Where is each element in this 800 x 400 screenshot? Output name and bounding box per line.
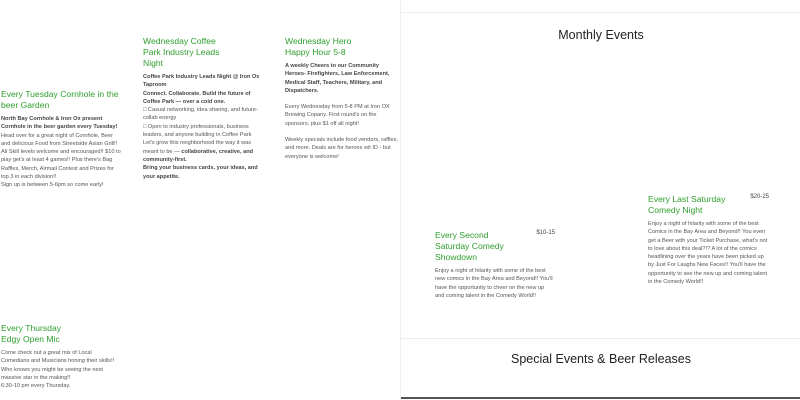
event-description <box>143 73 263 181</box>
event-bold-text: Coffee Park Industry Leads Night @ Iron Ox Taproom <box>143 74 260 89</box>
section-divider <box>401 338 800 339</box>
event-text: Every Wednesday from 5-8 PM at Iron OX Brewing Copany. First round's on the sponsors, plus $1 off all night! <box>285 104 390 127</box>
event-title: Wednesday Hero Happy Hour 5-8 <box>285 36 352 57</box>
event-title: Every Last Saturday Comedy Night <box>648 194 726 215</box>
event-card-last-saturday <box>648 194 769 286</box>
event-paragraph <box>143 164 263 181</box>
event-card-coffee-park <box>143 36 263 181</box>
event-paragraph: Enjoy a night of hilarity with some of the best new comics in the Bay Area and Beyond!! You'll have the opportunity to cheer on the new up and coming talent in the Comedy World!! <box>435 268 553 299</box>
event-bold-text: Connect. Collaborate. Build the future of Coffee Park — over a cold one. <box>143 90 251 105</box>
paragraph-spacer <box>285 128 400 136</box>
event-paragraph <box>285 62 400 95</box>
event-text: Weekly specials include food vendors, raffles, and more. Deals are for heroes wit ID - but everyone is welcome! <box>285 137 398 160</box>
event-description <box>435 267 555 300</box>
event-bold-text: A weekly Cheers to our Community Heroes- Firefighters, Law Enforcement, Medical Staff, Teachers, Military, and Dispatchers. <box>285 63 390 94</box>
event-paragraph <box>143 106 263 123</box>
event-paragraph <box>143 123 263 140</box>
event-text: Head over for a great night of Cornhole, Beer and delicious Food from Streetside Asian Grill!! All Skill levels welcome and encouraged!! $10 to play get's at least 4 games!! Plus there's Bag Raffles, Merch, Airmail Contest and Prizes for top 3 in each division!! <box>1 132 121 181</box>
event-description <box>1 115 121 190</box>
event-paragraph: Enjoy a night of hilarity with some of the best Comics in the Bay Area and Beyond!! You even get a Beer with your Ticket Purchase, what's not to love about this deal?!? A lot of the comics headlining over the years have been picked up by Just For Laughs New Faces!! You'll have the opportunity to see the new up and coming talent in the Comedy World!! <box>648 221 768 286</box>
event-card-thursday-open-mic <box>1 323 121 390</box>
section-bottom-border <box>401 397 800 399</box>
event-paragraph <box>1 349 121 382</box>
event-description <box>648 220 769 286</box>
monthly-events-heading: Monthly Events <box>558 28 644 42</box>
event-card-second-saturday <box>435 230 555 300</box>
event-title: Wednesday Coffee Park Industry Leads Night <box>143 36 220 68</box>
event-paragraph <box>143 90 263 107</box>
event-paragraph <box>285 136 400 161</box>
event-text: Come check out a great mix of Local Comedians and Musicians honing their skills!! Who knows you might be seeing the next massive star in the making!! <box>1 350 115 381</box>
event-text: □ Casual networking, idea sharing, and future-collab energy <box>143 107 258 122</box>
event-price: $10-15 <box>536 230 555 236</box>
event-paragraph <box>285 103 400 128</box>
event-bold-text: North Bay Cornhole & Iron Ox present Cornhole in the beer garden every Tuesday! <box>1 116 118 131</box>
event-title: Every Second Saturday Comedy Showdown <box>435 230 504 262</box>
event-bold-text: Bring your business cards, your ideas, and your appetite. <box>143 165 258 180</box>
section-divider <box>401 12 800 13</box>
monthly-events-panel <box>400 0 800 400</box>
event-text: Let's grow this neighborhood the way it was meant to be — <box>143 140 252 155</box>
event-title: Every Thursday Edgy Open Mic <box>1 323 62 344</box>
paragraph-spacer <box>285 95 400 103</box>
event-card-tuesday-cornhole <box>1 89 121 190</box>
event-title: Every Tuesday Cornhole in the beer Garden <box>1 89 119 110</box>
event-paragraph <box>143 139 263 164</box>
event-paragraph <box>1 115 121 181</box>
event-description <box>1 349 121 390</box>
event-description <box>285 62 400 161</box>
event-price: $20-25 <box>750 194 769 200</box>
event-text: Sign up is between 5-6pm so come early! <box>1 182 104 189</box>
event-bold-text: collaborative, creative, and community-first. <box>143 148 254 163</box>
event-paragraph <box>1 382 121 390</box>
event-text: 6:30-10 pm every Thursday. <box>1 383 71 390</box>
event-paragraph <box>143 73 263 90</box>
event-text: □ Open to industry professionals, business leaders, and anyone building in Coffee Park <box>143 123 252 139</box>
special-events-heading: Special Events & Beer Releases <box>511 352 691 366</box>
event-card-hero-happy-hour <box>285 36 400 161</box>
event-paragraph <box>1 181 121 189</box>
